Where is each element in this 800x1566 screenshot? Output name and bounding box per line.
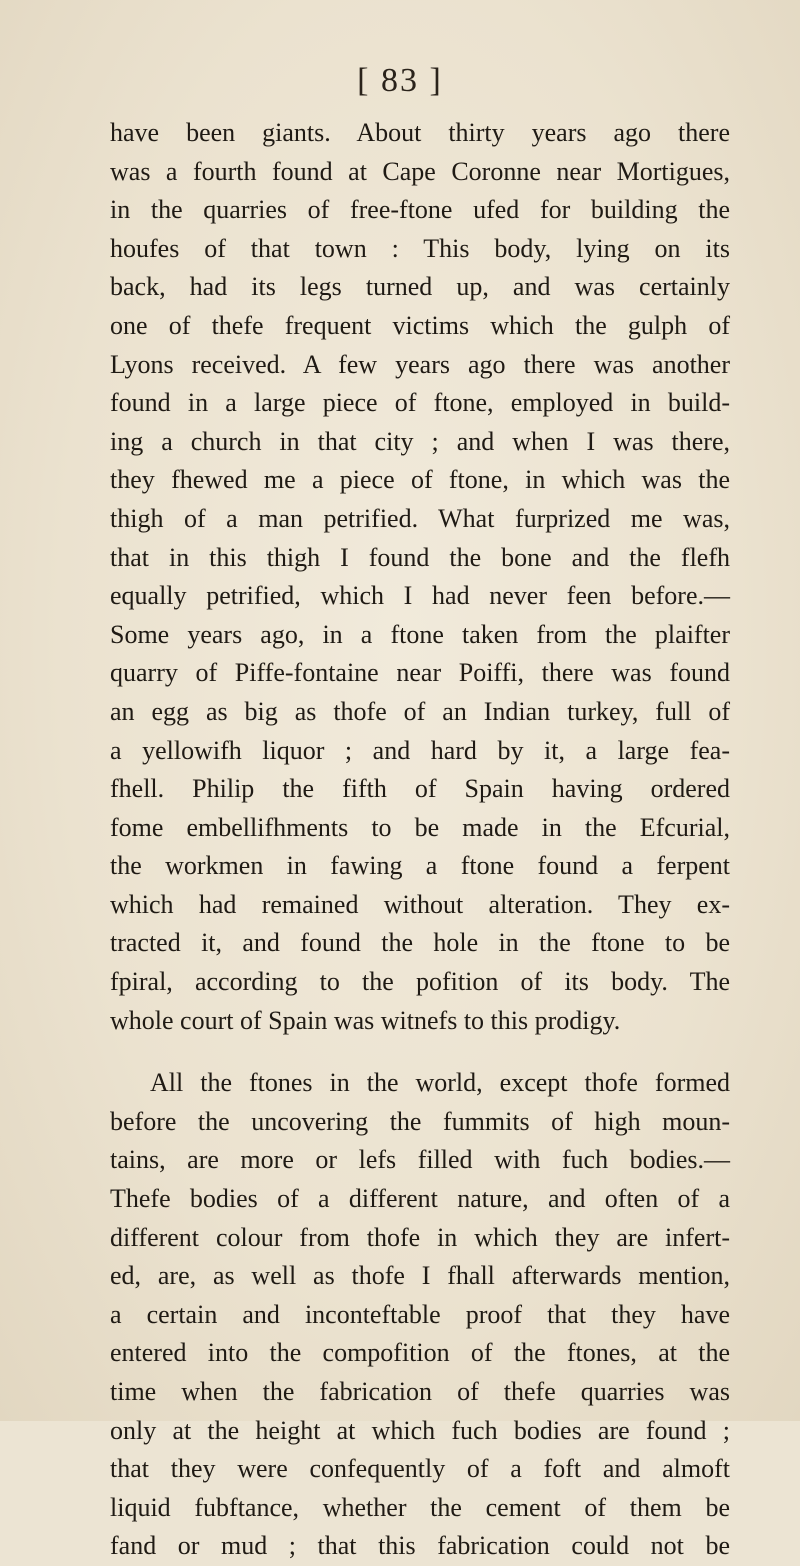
text-line: liquid fubftance, whether the cement of them be: [110, 1492, 730, 1522]
text-line: Lyons received. A few years ago there was another: [110, 349, 730, 379]
text-line: Thefe bodies of a different nature, and often of a: [110, 1184, 730, 1214]
text-line: which had remained without alteration. They ex-: [110, 889, 730, 919]
page-number: [ 83 ]: [357, 62, 443, 99]
text-line: before the uncovering the fummits of high moun-: [110, 1106, 730, 1136]
text-line: one of thefe frequent victims which the gulph of: [110, 310, 730, 340]
text-line: Some years ago, in a ftone taken from the plaifter: [110, 619, 730, 649]
text-line: was a fourth found at Cape Coronne near Mortigues,: [110, 156, 730, 186]
text-line: fome embellifhments to be made in the Efcurial,: [110, 812, 730, 842]
text-line: only at the height at which fuch bodies are found ;: [110, 1415, 730, 1445]
text-line: quarry of Piffe-fontaine near Poiffi, there was found: [110, 658, 730, 688]
text-line: entered into the compofition of the ftones, at the: [110, 1338, 730, 1368]
text-line: equally petrified, which I had never feen before.—: [110, 581, 730, 611]
text-line: a yellowifh liquor ; and hard by it, a large fea-: [110, 735, 730, 765]
text-line: in the quarries of free-ftone ufed for building the: [110, 195, 730, 225]
text-line: different colour from thofe in which they are infert-: [110, 1222, 730, 1252]
text-line: fhell. Philip the fifth of Spain having ordered: [110, 774, 730, 804]
text-line: houfes of that town : This body, lying on its: [110, 233, 730, 263]
text-line: back, had its legs turned up, and was certainly: [110, 272, 730, 302]
text-line: whole court of Spain was witnefs to this prodigy.: [110, 1005, 621, 1035]
paragraph-spacer: [110, 1040, 730, 1064]
text-line: time when the fabrication of thefe quarries was: [110, 1377, 730, 1406]
paragraph-2: [110, 1064, 730, 1566]
text-line: ed, are, as well as thofe I fhall afterwards mention,: [110, 1261, 730, 1291]
text-line: an egg as big as thofe of an Indian turkey, full of: [110, 696, 730, 726]
text-line: thigh of a man petrified. What furprized me was,: [110, 503, 730, 533]
text-line: found in a large piece of ftone, employed in build-: [110, 388, 730, 418]
text-line: fand or mud ; that this fabrication could not be: [110, 1531, 730, 1561]
text-line: the workmen in fawing a ftone found a ferpent: [110, 851, 730, 881]
body-text: [110, 114, 730, 1566]
text-line: a certain and inconteftable proof that they have: [110, 1299, 730, 1329]
text-line: have been giants. About thirty years ago there: [110, 118, 730, 147]
paragraph-1: [110, 114, 730, 1040]
text-line: ing a church in that city ; and when I was there,: [110, 426, 730, 456]
text-line: tracted it, and found the hole in the ftone to be: [110, 928, 730, 958]
text-line: that they were confequently of a foft and almoft: [110, 1454, 730, 1484]
text-line: All the ftones in the world, except thofe formed: [150, 1068, 730, 1098]
text-line: they fhewed me a piece of ftone, in which was the: [110, 465, 730, 495]
text-line: fpiral, according to the pofition of its body. The: [110, 967, 730, 997]
text-line: that in this thigh I found the bone and the flefh: [110, 542, 730, 572]
text-line: tains, are more or lefs filled with fuch bodies.—: [110, 1145, 730, 1175]
